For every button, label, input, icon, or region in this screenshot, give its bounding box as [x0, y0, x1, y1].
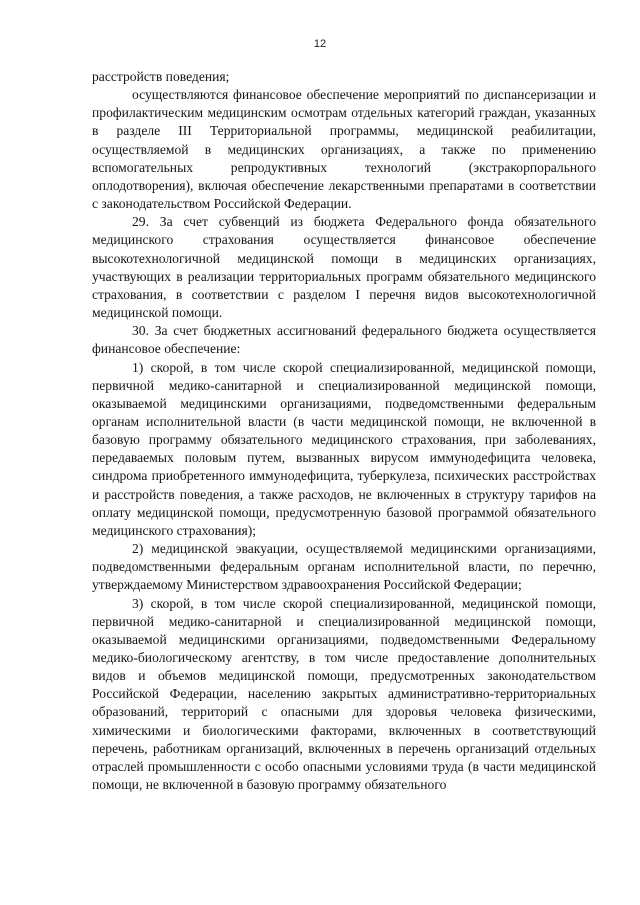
page-number: 12: [313, 38, 327, 50]
list-item-2: 2) медицинской эвакуации, осуществляемой медицинскими организациями, подведомственными федеральным органам исполнительной власти, по перечню, утверждаемому Министерством здравоохранения Российской Федерации;: [92, 541, 596, 593]
paragraph-continuation: расстройств поведения;: [92, 69, 230, 84]
list-item-1: 1) скорой, в том числе скорой специализированной, медицинской помощи, первичной медико-санитарной и специализированной медицинской помощи, оказываемой медицинскими организациями, подведомственными федеральным органам исполнительной власти (в части медицинской помощи, не включенной в базовую программу обязательного медицинского страхования, при заболеваниях, передаваемых половым путем, вызванных вирусом иммунодефицита человека, синдрома приобретенного иммунодефицита, туберкулеза, психических расстройствах и расстройств поведения, а также расходов, не включенных в структуру тарифов на оплату медицинской помощи, предусмотренную базовой программой обязательного медицинского страхования);: [92, 359, 596, 538]
list-item-3: 3) скорой, в том числе скорой специализированной, медицинской помощи, первичной медико-санитарной и специализированной медицинской помощи, оказываемой медицинскими организациями, подведомственными Федеральному медико-биологическому агентству, в том числе предоставление дополнительных видов и объемов медицинской помощи, предусмотренных законодательством Российской Федерации, населению закрытых административно-территориальных образований, территорий с опасными для здоровья человека физическими, химическими и биологическими факторами, включенных в соответствующий перечень, работникам организаций, включенных в перечень организаций отдельных отраслей промышленности с особо опасными условиями труда (в части медицинской помощи, не включенной в базовую программу обязательного: [92, 595, 596, 793]
paragraph-financing-screenings: осуществляются финансовое обеспечение мероприятий по диспансеризации и профилактическим медицинским осмотрам отдельных категорий граждан, указанных в разделе III Территориальной программы, медицинской реабилитации, осуществляемой в медицинских организациях, а также по применению вспомогательных репродуктивных технологий (экстракорпорального оплодотворения), включая обеспечение лекарственными препаратами в соответствии с законодательством Российской Федерации.: [92, 87, 596, 212]
paragraph-29: 29. За счет субвенций из бюджета Федерального фонда обязательного медицинского страхования осуществляется финансовое обеспечение высокотехнологичной медицинской помощи в медицинских организациях, участвующих в реализации территориальных программ обязательного медицинского страхования, в соответствии с разделом I перечня видов высокотехнологичной медицинской помощи.: [92, 214, 596, 321]
paragraph-30: 30. За счет бюджетных ассигнований федерального бюджета осуществляется финансовое обеспечение:: [92, 323, 596, 357]
document-body: [92, 68, 596, 794]
